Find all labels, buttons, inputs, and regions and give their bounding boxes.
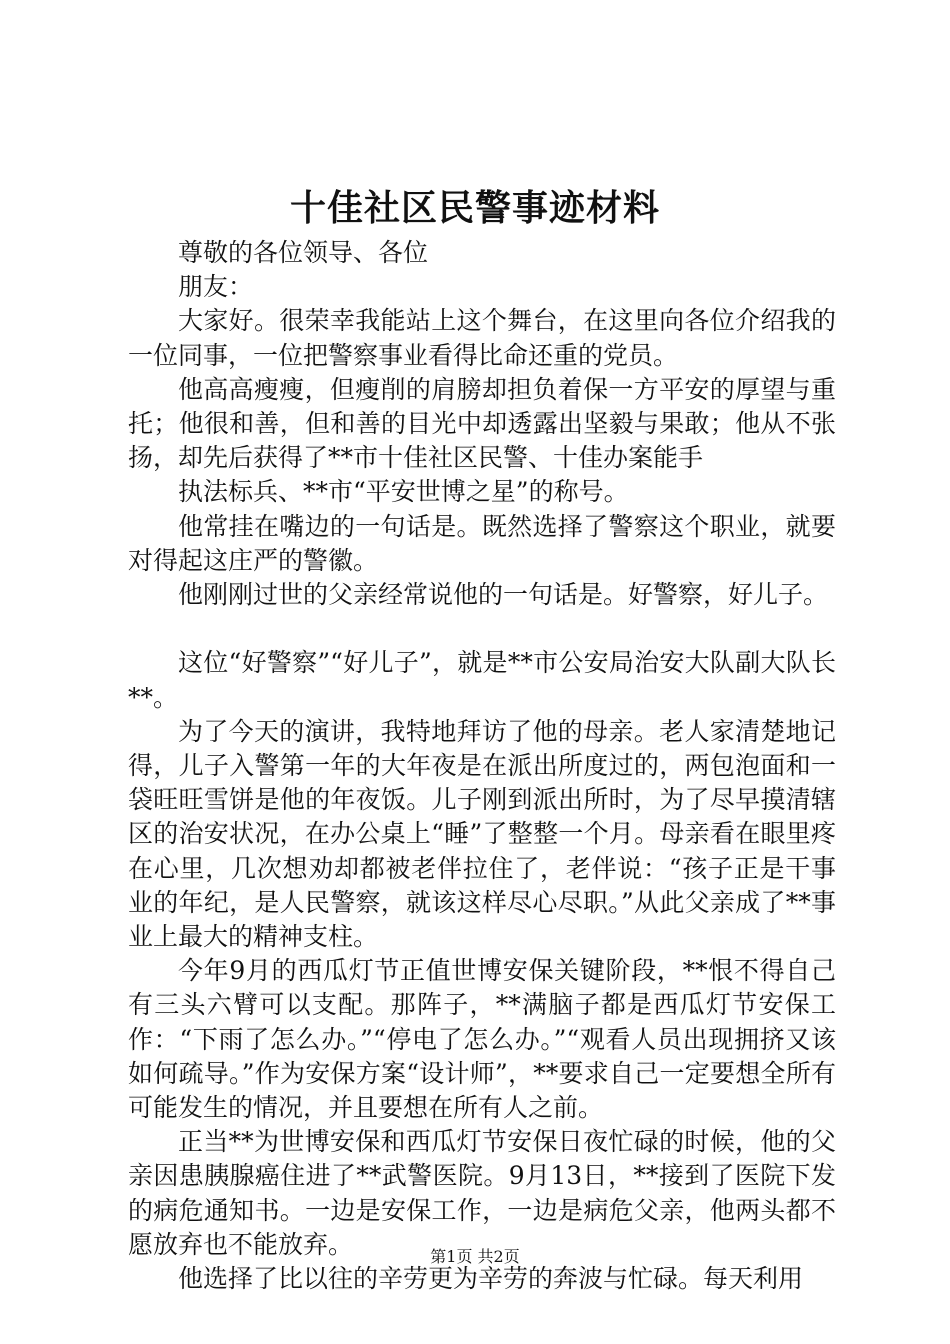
paragraph: 正当**为世博安保和西瓜灯节安保日夜忙碌的时候，他的父亲因患胰腺癌住进了**武警医院。9月13日，**接到了医院下发的病危通知书。一边是安保工作，一边是病危父亲，他两头都不愿放弃也不能放弃。 (128, 1127, 836, 1259)
page-footer: 第1页 共2页 (430, 1247, 520, 1266)
document-body (128, 236, 836, 1296)
paragraph: 他常挂在嘴边的一句话是。既然选择了警察这个职业，就要对得起这庄严的警徽。 (128, 511, 836, 575)
paragraph: 他选择了比以往的辛劳更为辛劳的奔波与忙碌。每天利用 (178, 1264, 804, 1294)
paragraph: 大家好。很荣幸我能站上这个舞台，在这里向各位介绍我的一位同事，一位把警察事业看得比命还重的党员。 (128, 306, 836, 370)
paragraph: 朋友： (178, 272, 254, 302)
paragraph: 尊敬的各位领导、各位 (178, 238, 429, 267)
paragraph: 这位“好警察”“好儿子”，就是**市公安局治安大队副大队长**。 (128, 648, 836, 712)
document-title: 十佳社区民警事迹材料 (289, 187, 660, 229)
paragraph: 执法标兵、**市“平安世博之星”的称号。 (178, 477, 629, 507)
paragraph: 为了今天的演讲，我特地拜访了他的母亲。老人家清楚地记得，儿子入警第一年的大年夜是在派出所度过的，两包泡面和一袋旺旺雪饼是他的年夜饭。儿子刚到派出所时，为了尽早摸清辖区的治安状况，在办公桌上“睡”了整整一个月。母亲看在眼里疼在心里，几次想劝却都被老伴拉住了，老伴说：“孩子正是干事业的年纪，是人民警察，就该这样尽心尽职。”从此父亲成了**事业上最大的精神支柱。 (128, 716, 836, 952)
paragraph: 他刚刚过世的父亲经常说他的一句话是。好警察，好儿子。 (178, 580, 829, 610)
paragraph: 今年9月的西瓜灯节正值世博安保关键阶段，**恨不得自己有三头六臂可以支配。那阵子，**满脑子都是西瓜灯节安保工作：“下雨了怎么办。”“停电了怎么办。”“观看人员出现拥挤又该如何疏导。”作为安保方案“设计师”，**要求自己一定要想全所有可能发生的情况，并且要想在所有人之前。 (128, 956, 836, 1123)
blank-line (128, 612, 836, 646)
paragraph: 他高高瘦瘦，但瘦削的肩膀却担负着保一方平安的厚望与重托；他很和善，但和善的目光中却透露出坚毅与果敢；他从不张扬，却先后获得了**市十佳社区民警、十佳办案能手 (128, 374, 836, 473)
